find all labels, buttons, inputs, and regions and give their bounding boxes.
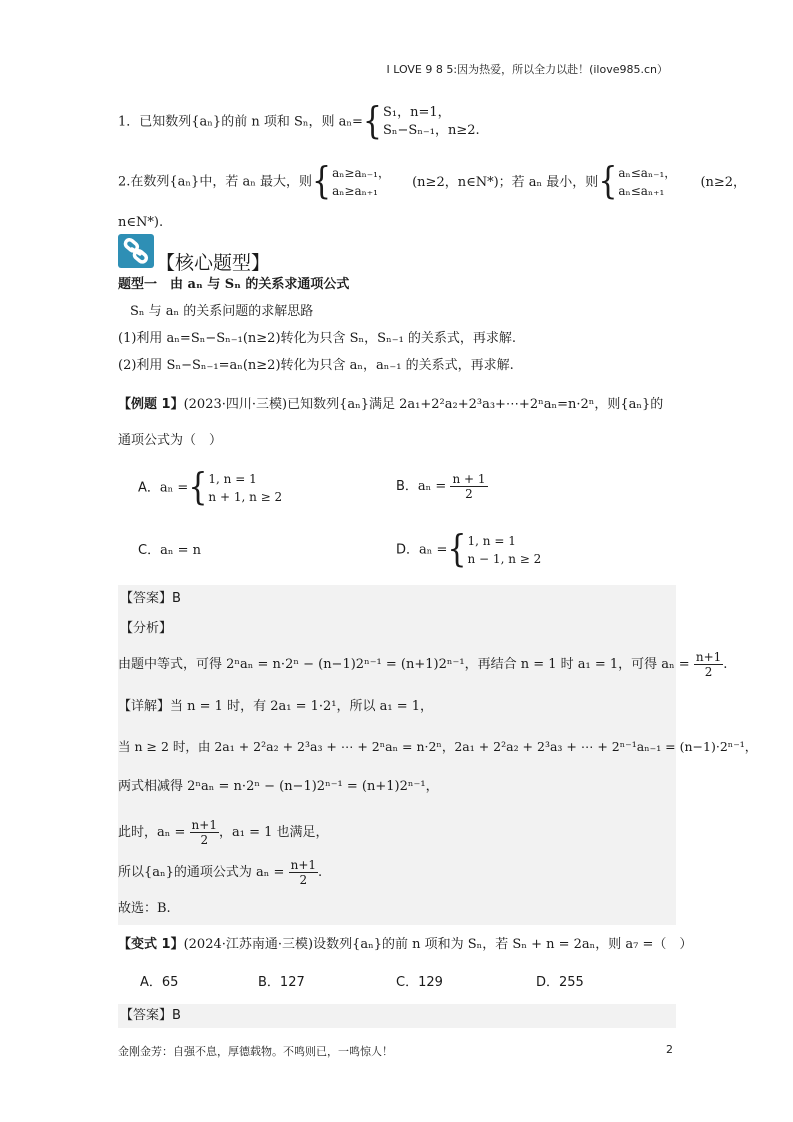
option-a-case2: n + 1, n ≥ 2 <box>208 490 283 504</box>
page-header: I LOVE 9 8 5:因为热爱，所以全力以赴！(ilove985.cn） <box>386 63 668 76</box>
example-1-stem <box>118 396 663 414</box>
brace-icon: { <box>447 527 467 572</box>
option-b <box>396 472 488 501</box>
answer-2: 【答案】B <box>120 1008 181 1023</box>
max-case-2: aₙ≥aₙ₊₁ <box>332 184 378 198</box>
detail-1-text: 当 n = 1 时，有 2a₁ = 1·2¹，所以 a₁ = 1， <box>170 699 434 714</box>
example-source: (2023·四川·三模) <box>183 397 288 412</box>
detail-5-den: 2 <box>299 873 308 887</box>
formula-2-mid: (n≥2，n∈N*)；若 aₙ 最小，则 <box>412 174 599 190</box>
option-b-lhs: aₙ = <box>417 479 447 494</box>
option-c-expr: aₙ = n <box>160 543 201 558</box>
formula-2-cond-cont: n∈N*). <box>118 215 164 230</box>
variant-option-d: D．255 <box>536 975 584 990</box>
detail-4-a: 此时，aₙ = <box>118 825 186 840</box>
min-case-2: aₙ≤aₙ₊₁ <box>618 184 665 198</box>
brace-icon: { <box>188 465 208 510</box>
brace-icon: { <box>362 99 382 144</box>
detail-4-b: ，a₁ = 1 也满足， <box>218 825 329 840</box>
formula-2-prefix: 2.在数列{aₙ}中，若 aₙ 最大，则 <box>118 174 312 190</box>
topic-intro: Sₙ 与 aₙ 的关系问题的求解思路 <box>130 304 314 319</box>
method-2: (2)利用 Sₙ−Sₙ₋₁=aₙ(n≥2)转化为只含 aₙ，aₙ₋₁ 的关系式，再求解. <box>118 358 514 373</box>
detail-5-a: 所以{aₙ}的通项公式为 aₙ = <box>118 865 285 880</box>
method-1: (1)利用 aₙ=Sₙ−Sₙ₋₁(n≥2)转化为只含 Sₙ，Sₙ₋₁ 的关系式，再求解. <box>118 331 517 346</box>
max-case-1: aₙ≥aₙ₋₁， <box>332 166 390 180</box>
option-b-den: 2 <box>465 487 473 501</box>
formula-2 <box>118 159 747 204</box>
detail-5-b: . <box>318 865 323 880</box>
example-stem: 已知数列{aₙ}满足 2a₁+2²a₂+2³a₃+⋯+2ⁿaₙ=n·2ⁿ，则{aₙ}的 <box>287 397 664 412</box>
min-case-1: aₙ≤aₙ₋₁， <box>618 166 677 180</box>
analysis-label: 【分析】 <box>120 621 173 636</box>
variant-1-stem <box>118 936 692 954</box>
option-b-num: n + 1 <box>452 472 486 486</box>
detail-4-den: 2 <box>200 833 209 847</box>
analysis-body: 由题中等式，可得 2ⁿaₙ = n·2ⁿ − (n−1)2ⁿ⁻¹ = (n+1)2ⁿ⁻¹，再结合 n = 1 时 a₁ = 1，可得 aₙ = <box>118 657 690 672</box>
option-a-lhs: aₙ = <box>159 480 189 496</box>
variant-source: (2024·江苏南通·三模) <box>183 937 314 952</box>
section-title: 【核心题型】 <box>156 252 271 274</box>
example-1-stem-cont: 通项公式为（ ） <box>118 433 223 448</box>
detail-4 <box>118 818 329 847</box>
detail-label: 【详解】 <box>118 699 171 714</box>
option-c <box>138 542 201 560</box>
variant-answer-block <box>118 1004 676 1028</box>
analysis-num: n+1 <box>695 650 722 664</box>
analysis-text: 由题中等式，可得 2ⁿaₙ = n·2ⁿ − (n−1)2ⁿ⁻¹ = (n+1)2ⁿ⁻¹，再结合 n = 1 时 a₁ = 1，可得 aₙ = $\frac{n+1}{2}$ . <box>118 650 728 679</box>
variant-option-a: A．65 <box>140 975 179 990</box>
option-d-case1: 1, n = 1 <box>467 534 516 548</box>
option-a-label: A． <box>138 480 160 496</box>
formula-1 <box>118 99 480 144</box>
detail-5-num: n+1 <box>290 858 317 872</box>
option-d <box>396 527 542 572</box>
topic-title: 题型一 由 aₙ 与 Sₙ 的关系求通项公式 <box>118 277 350 292</box>
option-d-case2: n − 1, n ≥ 2 <box>467 552 542 566</box>
variant-label: 【变式 1】 <box>118 937 184 952</box>
detail-1 <box>118 698 433 716</box>
answer-1: 【答案】B <box>120 591 181 606</box>
detail-2: 当 n ≥ 2 时，由 2a₁ + 2²a₂ + 2³a₃ + ⋯ + 2ⁿaₙ = n·2ⁿ，2a₁ + 2²a₂ + 2³a₃ + ⋯ + 2ⁿ⁻¹aₙ₋₁ = (n−1)·2ⁿ⁻¹， <box>118 739 758 754</box>
variant-stem: 设数列{aₙ}的前 n 项和为 Sₙ，若 Sₙ + n = 2aₙ，则 a₇ =（ ） <box>313 937 693 952</box>
formula-1-prefix: 1．已知数列{aₙ}的前 n 项和 Sₙ，则 aₙ= <box>118 114 363 130</box>
formula-1-case1: S₁，n=1， <box>382 105 451 120</box>
analysis-den: 2 <box>704 665 713 679</box>
choice: 故选：B. <box>118 901 171 916</box>
option-d-lhs: aₙ = <box>419 542 448 558</box>
link-icon <box>118 234 154 268</box>
formula-1-case2: Sₙ−Sₙ₋₁，n≥2. <box>382 123 480 138</box>
brace-icon: { <box>598 159 618 204</box>
footer-motto: 金刚金芳：自强不息，厚德载物。不鸣则已，一鸣惊人！ <box>118 1045 393 1058</box>
option-c-label: C． <box>138 543 161 558</box>
option-a-case1: 1, n = 1 <box>208 472 257 486</box>
example-label: 【例题 1】 <box>118 397 184 412</box>
option-d-label: D． <box>396 542 420 558</box>
page-number: 2 <box>666 1043 673 1056</box>
formula-2-cond: (n≥2， <box>700 174 747 190</box>
detail-4-num: n+1 <box>191 818 217 832</box>
variant-option-c: C．129 <box>396 975 443 990</box>
option-b-label: B． <box>396 479 418 494</box>
detail-3: 两式相减得 2ⁿaₙ = n·2ⁿ − (n−1)2ⁿ⁻¹ = (n+1)2ⁿ⁻¹， <box>118 779 439 794</box>
option-a <box>138 465 283 510</box>
brace-icon: { <box>311 159 332 204</box>
variant-option-b: B．127 <box>258 975 305 990</box>
detail-5 <box>118 858 322 887</box>
